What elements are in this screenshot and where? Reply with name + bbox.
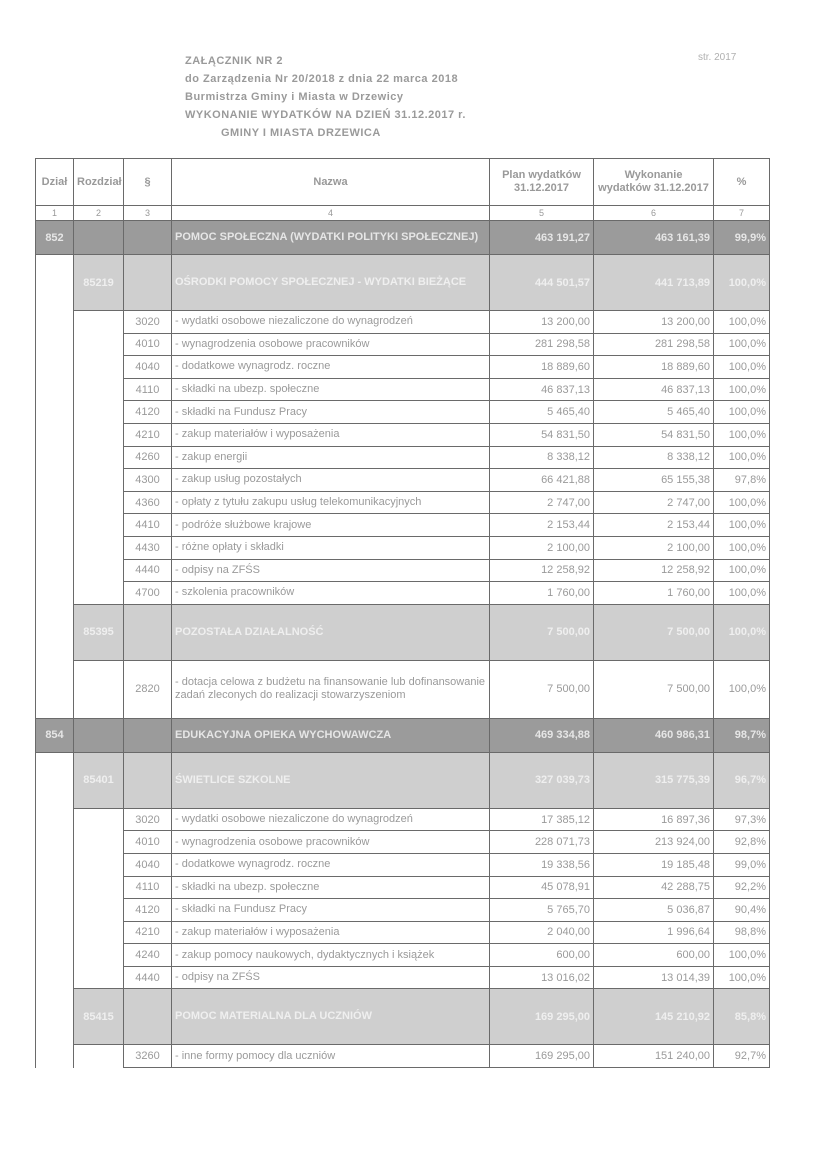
row-name: ŚWIETLICE SZKOLNE	[172, 752, 490, 808]
dzial-code	[36, 559, 74, 582]
table-row	[36, 559, 770, 582]
plan-value: 469 334,88	[490, 718, 594, 752]
dzial-code	[36, 536, 74, 559]
table-row	[36, 333, 770, 356]
row-name: - opłaty z tytułu zakupu usług telekomunikacyjnych	[172, 491, 490, 514]
paragraf-code: 4410	[124, 514, 172, 537]
rozdzial-code: 85395	[74, 604, 124, 660]
table-row	[36, 944, 770, 967]
dzial-code	[36, 966, 74, 989]
plan-value: 17 385,12	[490, 808, 594, 831]
col-number: 1	[36, 206, 74, 221]
table-row	[36, 853, 770, 876]
paragraf-code: 4040	[124, 356, 172, 379]
plan-value: 2 040,00	[490, 921, 594, 944]
percent-value: 100,0%	[714, 966, 770, 989]
plan-value: 2 153,44	[490, 514, 594, 537]
percent-value: 99,0%	[714, 853, 770, 876]
percent-value: 100,0%	[714, 311, 770, 334]
col-header-nazwa: Nazwa	[172, 159, 490, 206]
rozdzial-code	[74, 333, 124, 356]
paragraf-code: 4110	[124, 378, 172, 401]
table-row	[36, 808, 770, 831]
percent-value: 100,0%	[714, 582, 770, 605]
table-row	[36, 899, 770, 922]
plan-value: 12 258,92	[490, 559, 594, 582]
paragraf-code: 4240	[124, 944, 172, 967]
row-name: - wydatki osobowe niezaliczone do wynagrodzeń	[172, 808, 490, 831]
row-name: OŚRODKI POMOCY SPOŁECZNEJ - WYDATKI BIEŻĄCE	[172, 255, 490, 311]
plan-value: 54 831,50	[490, 423, 594, 446]
rozdzial-code	[74, 718, 124, 752]
paragraf-code: 4260	[124, 446, 172, 469]
header-line-5: GMINY I MIASTA DRZEWICA	[221, 127, 381, 139]
rozdzial-code	[74, 1045, 124, 1068]
row-name: - składki na ubezp. społeczne	[172, 378, 490, 401]
paragraf-code: 4040	[124, 853, 172, 876]
rozdzial-code	[74, 446, 124, 469]
rozdzial-code	[74, 491, 124, 514]
table-body	[36, 221, 770, 1068]
plan-value: 463 191,27	[490, 221, 594, 255]
wykonanie-value: 213 924,00	[594, 831, 714, 854]
paragraf-code: 4300	[124, 469, 172, 492]
table-row	[36, 514, 770, 537]
rozdzial-code	[74, 660, 124, 718]
row-name: - składki na ubezp. społeczne	[172, 876, 490, 899]
plan-value: 7 500,00	[490, 660, 594, 718]
percent-value: 100,0%	[714, 333, 770, 356]
wykonanie-value: 18 889,60	[594, 356, 714, 379]
plan-value: 444 501,57	[490, 255, 594, 311]
page-reference: str. 2017	[698, 52, 737, 63]
row-name: - wynagrodzenia osobowe pracowników	[172, 333, 490, 356]
wykonanie-value: 2 747,00	[594, 491, 714, 514]
percent-value: 100,0%	[714, 423, 770, 446]
table-row	[36, 831, 770, 854]
dzial-code	[36, 469, 74, 492]
wykonanie-value: 460 986,31	[594, 718, 714, 752]
plan-value: 46 837,13	[490, 378, 594, 401]
paragraf-code: 4110	[124, 876, 172, 899]
plan-value: 5 465,40	[490, 401, 594, 424]
wykonanie-value: 145 210,92	[594, 989, 714, 1045]
dzial-row	[36, 221, 770, 255]
percent-value: 92,8%	[714, 831, 770, 854]
table-row	[36, 423, 770, 446]
col-number: 3	[124, 206, 172, 221]
paragraf-code	[124, 221, 172, 255]
rozdzial-code	[74, 921, 124, 944]
row-name: - różne opłaty i składki	[172, 536, 490, 559]
wykonanie-value: 54 831,50	[594, 423, 714, 446]
plan-value: 18 889,60	[490, 356, 594, 379]
wykonanie-value: 2 100,00	[594, 536, 714, 559]
percent-value: 92,7%	[714, 1045, 770, 1068]
row-name: - dotacja celowa z budżetu na finansowanie lub dofinansowanie zadań zleconych do realizacji stowarzyszeniom	[172, 660, 490, 718]
plan-value: 2 100,00	[490, 536, 594, 559]
rozdzial-code	[74, 514, 124, 537]
row-name: POZOSTAŁA DZIAŁALNOŚĆ	[172, 604, 490, 660]
row-name: - szkolenia pracowników	[172, 582, 490, 605]
dzial-code	[36, 921, 74, 944]
rozdzial-code	[74, 966, 124, 989]
col-header-wykonanie: Wykonanie wydatków 31.12.2017	[594, 159, 714, 206]
percent-value: 100,0%	[714, 401, 770, 424]
dzial-code	[36, 378, 74, 401]
rozdzial-code	[74, 423, 124, 446]
plan-value: 66 421,88	[490, 469, 594, 492]
rozdzial-code: 85219	[74, 255, 124, 311]
rozdzial-row	[36, 752, 770, 808]
wykonanie-value: 5 465,40	[594, 401, 714, 424]
plan-value: 5 765,70	[490, 899, 594, 922]
table-row	[36, 356, 770, 379]
plan-value: 8 338,12	[490, 446, 594, 469]
plan-value: 228 071,73	[490, 831, 594, 854]
percent-value: 97,8%	[714, 469, 770, 492]
dzial-code	[36, 808, 74, 831]
percent-value: 100,0%	[714, 559, 770, 582]
rozdzial-row	[36, 604, 770, 660]
paragraf-code: 4440	[124, 559, 172, 582]
plan-value: 1 760,00	[490, 582, 594, 605]
wykonanie-value: 46 837,13	[594, 378, 714, 401]
dzial-code	[36, 752, 74, 808]
percent-value: 100,0%	[714, 356, 770, 379]
rozdzial-row	[36, 255, 770, 311]
wykonanie-value: 7 500,00	[594, 604, 714, 660]
paragraf-code: 4210	[124, 921, 172, 944]
col-header-paragraf: §	[124, 159, 172, 206]
percent-value: 100,0%	[714, 378, 770, 401]
wykonanie-value: 12 258,92	[594, 559, 714, 582]
percent-value: 96,7%	[714, 752, 770, 808]
paragraf-code: 4360	[124, 491, 172, 514]
row-name: - inne formy pomocy dla uczniów	[172, 1045, 490, 1068]
wykonanie-value: 151 240,00	[594, 1045, 714, 1068]
percent-value: 100,0%	[714, 255, 770, 311]
col-number: 5	[490, 206, 594, 221]
percent-value: 100,0%	[714, 604, 770, 660]
row-name: - zakup materiałów i wyposażenia	[172, 423, 490, 446]
col-header-rozdzial: Rozdział	[74, 159, 124, 206]
row-name: - zakup usług pozostałych	[172, 469, 490, 492]
paragraf-code: 2820	[124, 660, 172, 718]
percent-value: 100,0%	[714, 944, 770, 967]
plan-value: 45 078,91	[490, 876, 594, 899]
paragraf-code: 4010	[124, 333, 172, 356]
row-name: POMOC MATERIALNA DLA UCZNIÓW	[172, 989, 490, 1045]
percent-value: 98,8%	[714, 921, 770, 944]
rozdzial-code	[74, 876, 124, 899]
table-row	[36, 921, 770, 944]
paragraf-code: 4120	[124, 401, 172, 424]
paragraf-code	[124, 604, 172, 660]
document-header	[185, 52, 466, 142]
percent-value: 99,9%	[714, 221, 770, 255]
row-name: - dodatkowe wynagrodz. roczne	[172, 356, 490, 379]
expenditure-table	[35, 158, 770, 1068]
plan-value: 13 200,00	[490, 311, 594, 334]
row-name: - odpisy na ZFŚS	[172, 559, 490, 582]
header-line-4: WYKONANIE WYDATKÓW NA DZIEŃ 31.12.2017 r.	[185, 109, 466, 121]
dzial-code	[36, 831, 74, 854]
table-row	[36, 966, 770, 989]
dzial-code	[36, 604, 74, 660]
percent-value: 100,0%	[714, 514, 770, 537]
table-row	[36, 446, 770, 469]
table-row	[36, 469, 770, 492]
col-header-percent: %	[714, 159, 770, 206]
row-name: - zakup pomocy naukowych, dydaktycznych i książek	[172, 944, 490, 967]
paragraf-code: 4440	[124, 966, 172, 989]
paragraf-code: 3020	[124, 311, 172, 334]
wykonanie-value: 16 897,36	[594, 808, 714, 831]
wykonanie-value: 463 161,39	[594, 221, 714, 255]
dzial-code	[36, 1045, 74, 1068]
dzial-code	[36, 660, 74, 718]
percent-value: 100,0%	[714, 660, 770, 718]
row-name: - zakup materiałów i wyposażenia	[172, 921, 490, 944]
dzial-code	[36, 333, 74, 356]
row-name: - zakup energii	[172, 446, 490, 469]
dzial-code	[36, 423, 74, 446]
percent-value: 98,7%	[714, 718, 770, 752]
rozdzial-code	[74, 378, 124, 401]
percent-value: 85,8%	[714, 989, 770, 1045]
dzial-code	[36, 989, 74, 1045]
rozdzial-code	[74, 401, 124, 424]
wykonanie-value: 5 036,87	[594, 899, 714, 922]
dzial-code	[36, 491, 74, 514]
percent-value: 100,0%	[714, 446, 770, 469]
rozdzial-code: 85415	[74, 989, 124, 1045]
header-line-1: ZAŁĄCZNIK NR 2	[185, 55, 284, 67]
row-name: EDUKACYJNA OPIEKA WYCHOWAWCZA	[172, 718, 490, 752]
plan-value: 169 295,00	[490, 989, 594, 1045]
plan-value: 281 298,58	[490, 333, 594, 356]
dzial-code	[36, 356, 74, 379]
wykonanie-value: 1 996,64	[594, 921, 714, 944]
col-number: 2	[74, 206, 124, 221]
header-line-2: do Zarządzenia Nr 20/2018 z dnia 22 marca 2018	[185, 73, 459, 85]
rozdzial-row	[36, 989, 770, 1045]
table-row	[36, 1045, 770, 1068]
paragraf-code	[124, 989, 172, 1045]
wykonanie-value: 7 500,00	[594, 660, 714, 718]
plan-value: 327 039,73	[490, 752, 594, 808]
dzial-code	[36, 401, 74, 424]
col-number: 4	[172, 206, 490, 221]
rozdzial-code	[74, 944, 124, 967]
dzial-code: 852	[36, 221, 74, 255]
paragraf-code: 4010	[124, 831, 172, 854]
table-row	[36, 582, 770, 605]
rozdzial-code	[74, 808, 124, 831]
paragraf-code: 4120	[124, 899, 172, 922]
plan-value: 169 295,00	[490, 1045, 594, 1068]
row-name: - wydatki osobowe niezaliczone do wynagrodzeń	[172, 311, 490, 334]
wykonanie-value: 2 153,44	[594, 514, 714, 537]
dzial-code	[36, 311, 74, 334]
row-name: - odpisy na ZFŚS	[172, 966, 490, 989]
col-number: 7	[714, 206, 770, 221]
table-row	[36, 536, 770, 559]
rozdzial-code	[74, 853, 124, 876]
rozdzial-code	[74, 311, 124, 334]
table-row	[36, 311, 770, 334]
dzial-code: 854	[36, 718, 74, 752]
wykonanie-value: 441 713,89	[594, 255, 714, 311]
wykonanie-value: 8 338,12	[594, 446, 714, 469]
row-name: - wynagrodzenia osobowe pracowników	[172, 831, 490, 854]
column-number-row	[36, 206, 770, 221]
wykonanie-value: 19 185,48	[594, 853, 714, 876]
dzial-code	[36, 514, 74, 537]
percent-value: 100,0%	[714, 491, 770, 514]
paragraf-code: 3260	[124, 1045, 172, 1068]
rozdzial-code	[74, 536, 124, 559]
rozdzial-code	[74, 899, 124, 922]
paragraf-code: 4430	[124, 536, 172, 559]
table-row	[36, 378, 770, 401]
paragraf-code: 4210	[124, 423, 172, 446]
rozdzial-code	[74, 831, 124, 854]
col-header-plan: Plan wydatków 31.12.2017	[490, 159, 594, 206]
wykonanie-value: 42 288,75	[594, 876, 714, 899]
rozdzial-code	[74, 221, 124, 255]
percent-value: 100,0%	[714, 536, 770, 559]
row-name: - składki na Fundusz Pracy	[172, 899, 490, 922]
dzial-row	[36, 718, 770, 752]
row-name: - składki na Fundusz Pracy	[172, 401, 490, 424]
dzial-code	[36, 255, 74, 311]
rozdzial-code	[74, 356, 124, 379]
plan-value: 13 016,02	[490, 966, 594, 989]
plan-value: 19 338,56	[490, 853, 594, 876]
dzial-code	[36, 582, 74, 605]
row-name: POMOC SPOŁECZNA (WYDATKI POLITYKI SPOŁECZNEJ)	[172, 221, 490, 255]
wykonanie-value: 13 200,00	[594, 311, 714, 334]
paragraf-code: 3020	[124, 808, 172, 831]
row-name: - dodatkowe wynagrodz. roczne	[172, 853, 490, 876]
dzial-code	[36, 853, 74, 876]
wykonanie-value: 1 760,00	[594, 582, 714, 605]
table-row	[36, 491, 770, 514]
rozdzial-code	[74, 469, 124, 492]
table-row	[36, 876, 770, 899]
wykonanie-value: 13 014,39	[594, 966, 714, 989]
rozdzial-code: 85401	[74, 752, 124, 808]
table-row	[36, 660, 770, 718]
table-header-row	[36, 159, 770, 206]
wykonanie-value: 600,00	[594, 944, 714, 967]
wykonanie-value: 65 155,38	[594, 469, 714, 492]
table-row	[36, 401, 770, 424]
percent-value: 92,2%	[714, 876, 770, 899]
header-line-3: Burmistrza Gminy i Miasta w Drzewicy	[185, 91, 404, 103]
wykonanie-value: 281 298,58	[594, 333, 714, 356]
percent-value: 97,3%	[714, 808, 770, 831]
dzial-code	[36, 944, 74, 967]
plan-value: 600,00	[490, 944, 594, 967]
row-name: - podróże służbowe krajowe	[172, 514, 490, 537]
paragraf-code	[124, 752, 172, 808]
plan-value: 2 747,00	[490, 491, 594, 514]
paragraf-code	[124, 718, 172, 752]
col-number: 6	[594, 206, 714, 221]
plan-value: 7 500,00	[490, 604, 594, 660]
rozdzial-code	[74, 582, 124, 605]
dzial-code	[36, 899, 74, 922]
percent-value: 90,4%	[714, 899, 770, 922]
rozdzial-code	[74, 559, 124, 582]
wykonanie-value: 315 775,39	[594, 752, 714, 808]
dzial-code	[36, 446, 74, 469]
paragraf-code: 4700	[124, 582, 172, 605]
col-header-dzial: Dział	[36, 159, 74, 206]
paragraf-code	[124, 255, 172, 311]
dzial-code	[36, 876, 74, 899]
